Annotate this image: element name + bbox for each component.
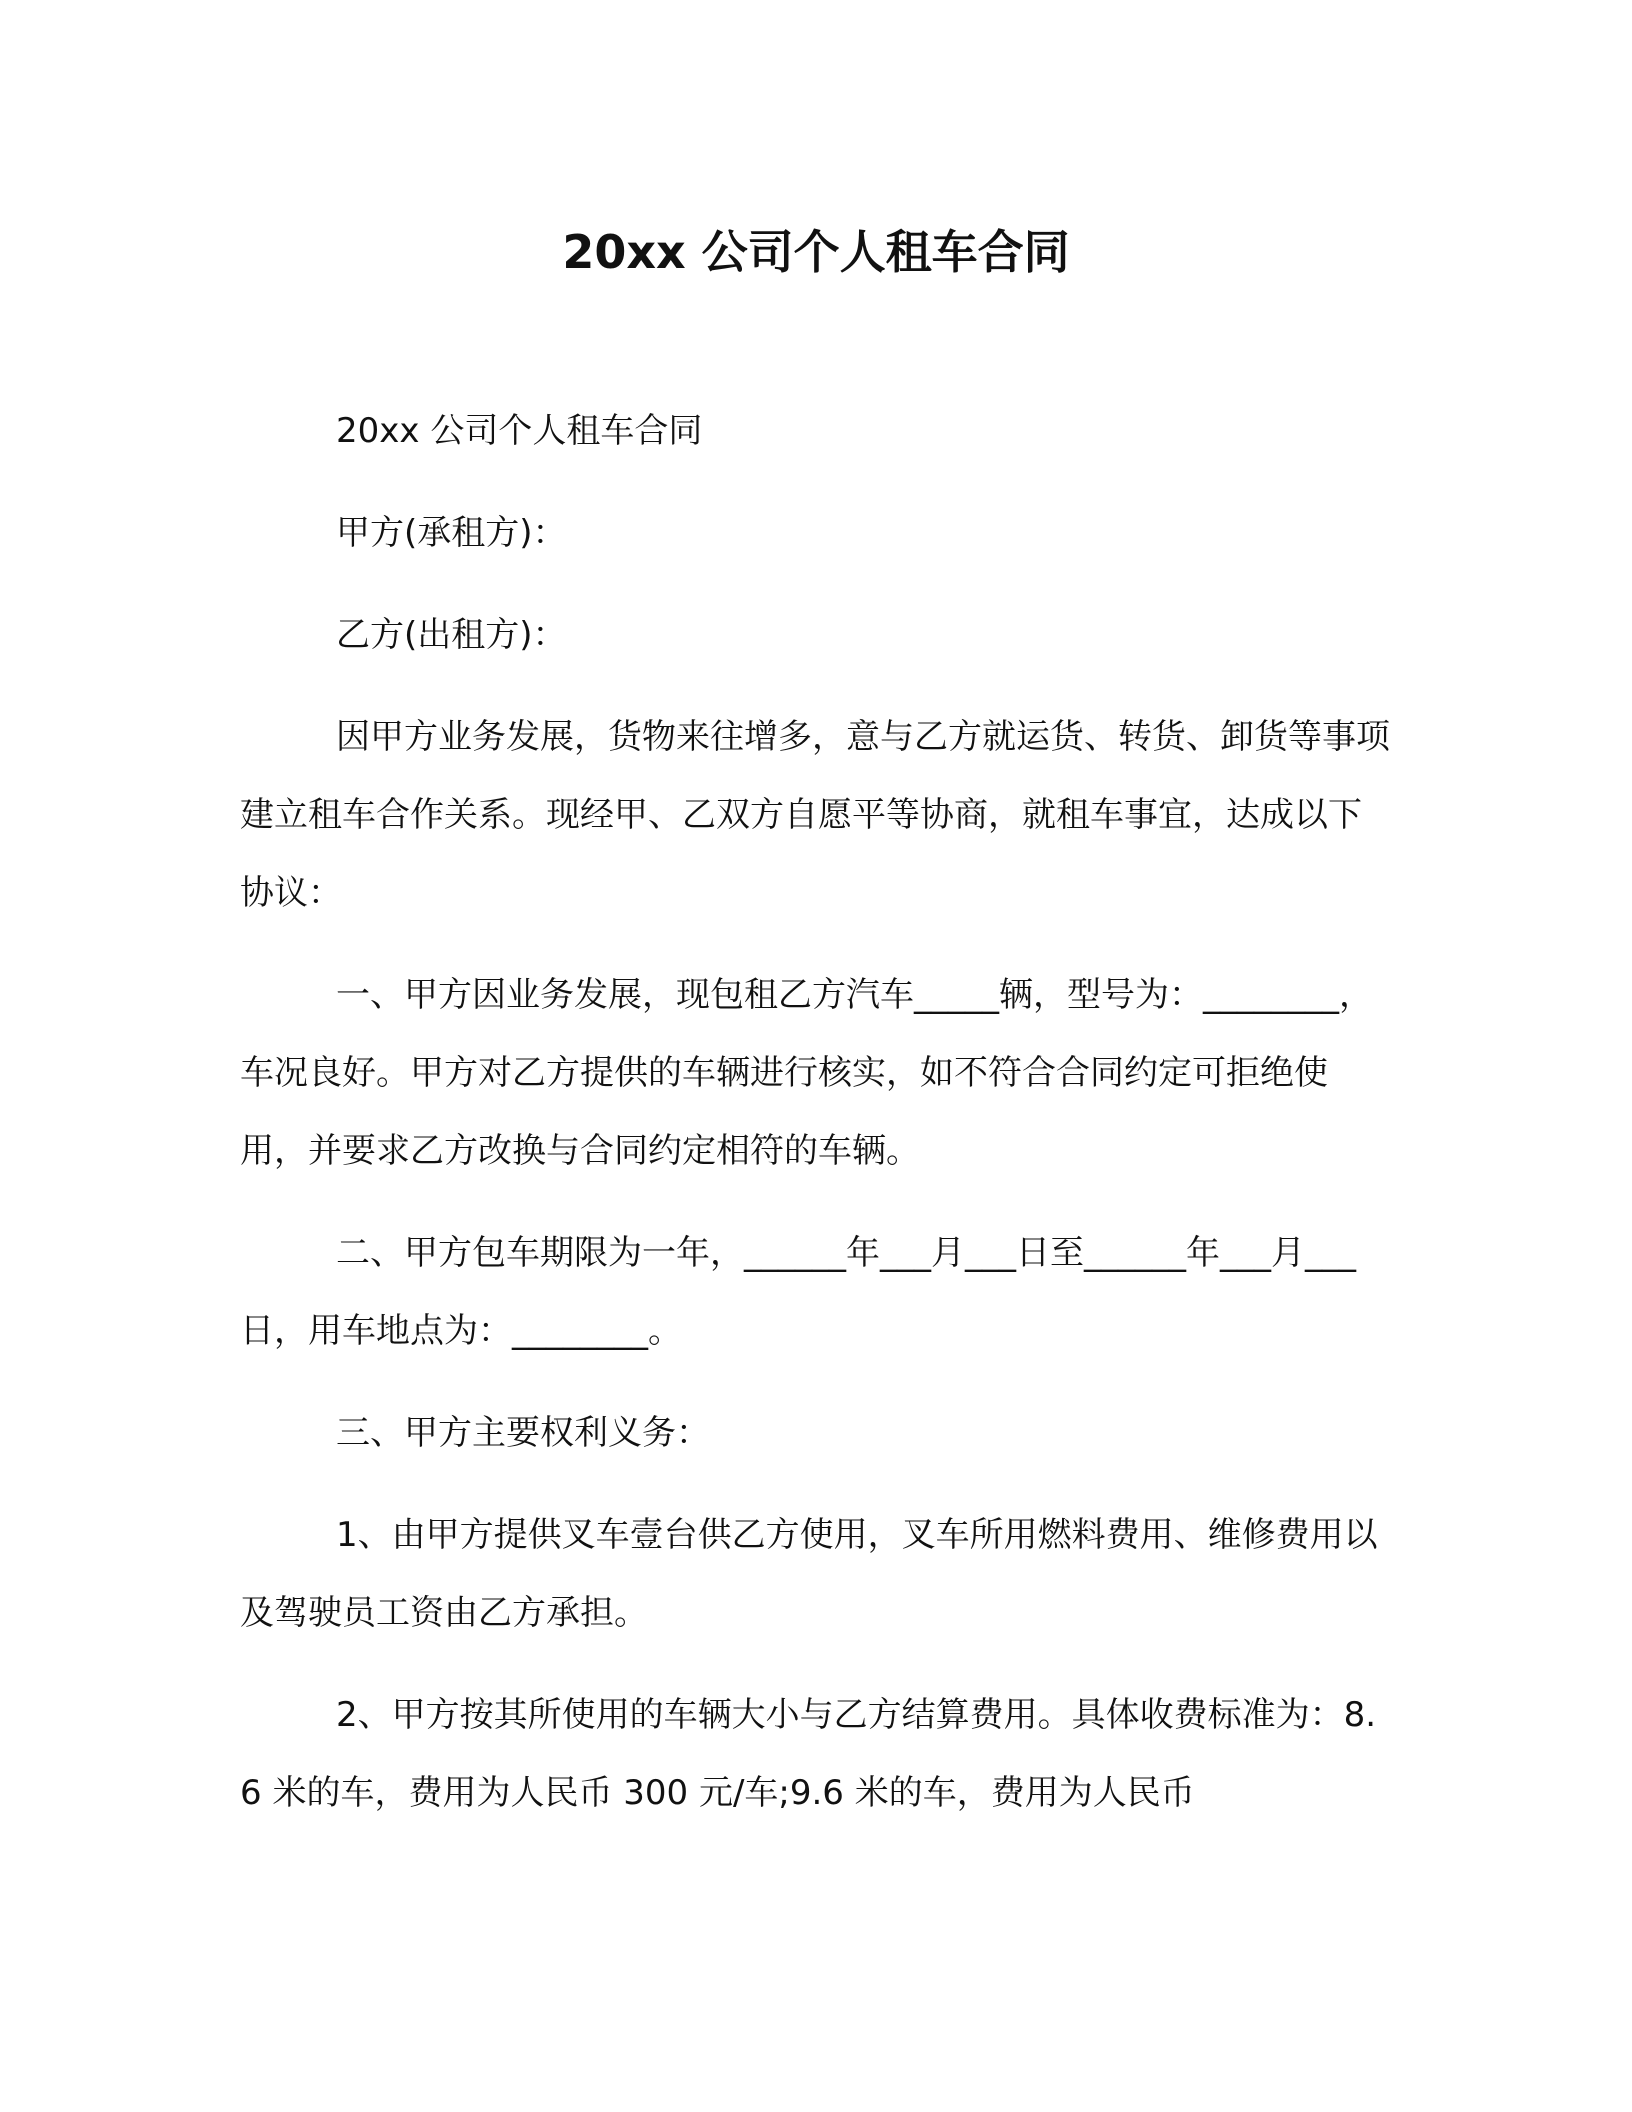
paragraph-party-b: 乙方(出租方)： <box>336 615 567 655</box>
paragraph-preamble: 因甲方业务发展，货物来往增多，意与乙方就运货、转货、卸货等事项建立租车合作关系。现经甲、乙双方自愿平等协商，就租车事宜，达成以下协议： <box>240 717 1390 913</box>
paragraph-clause-1: 一、甲方因业务发展，现包租乙方汽车_____辆，型号为：________，车况良好。甲方对乙方提供的车辆进行核实，如不符合合同约定可拒绝使用，并要求乙方改换与合同约定相符的车辆。 <box>240 975 1373 1171</box>
paragraph-clause-3: 三、甲方主要权利义务： <box>336 1413 710 1453</box>
paragraph-clause-2: 二、甲方包车期限为一年，______年___月___日至______年___月___日，用车地点为：________。 <box>240 1233 1356 1351</box>
paragraph-heading: 20xx 公司个人租车合同 <box>336 411 703 451</box>
document-title: 20xx 公司个人租车合同 <box>562 225 1070 279</box>
paragraph-item-1: 1、由甲方提供叉车壹台供乙方使用，叉车所用燃料费用、维修费用以及驾驶员工资由乙方承担。 <box>240 1515 1378 1633</box>
paragraph-party-a: 甲方(承租方)： <box>336 513 567 553</box>
paragraph-item-2: 2、甲方按其所使用的车辆大小与乙方结算费用。具体收费标准为：8.6 米的车，费用为人民币 300 元/车;9.6 米的车，费用为人民币 <box>240 1695 1377 1813</box>
